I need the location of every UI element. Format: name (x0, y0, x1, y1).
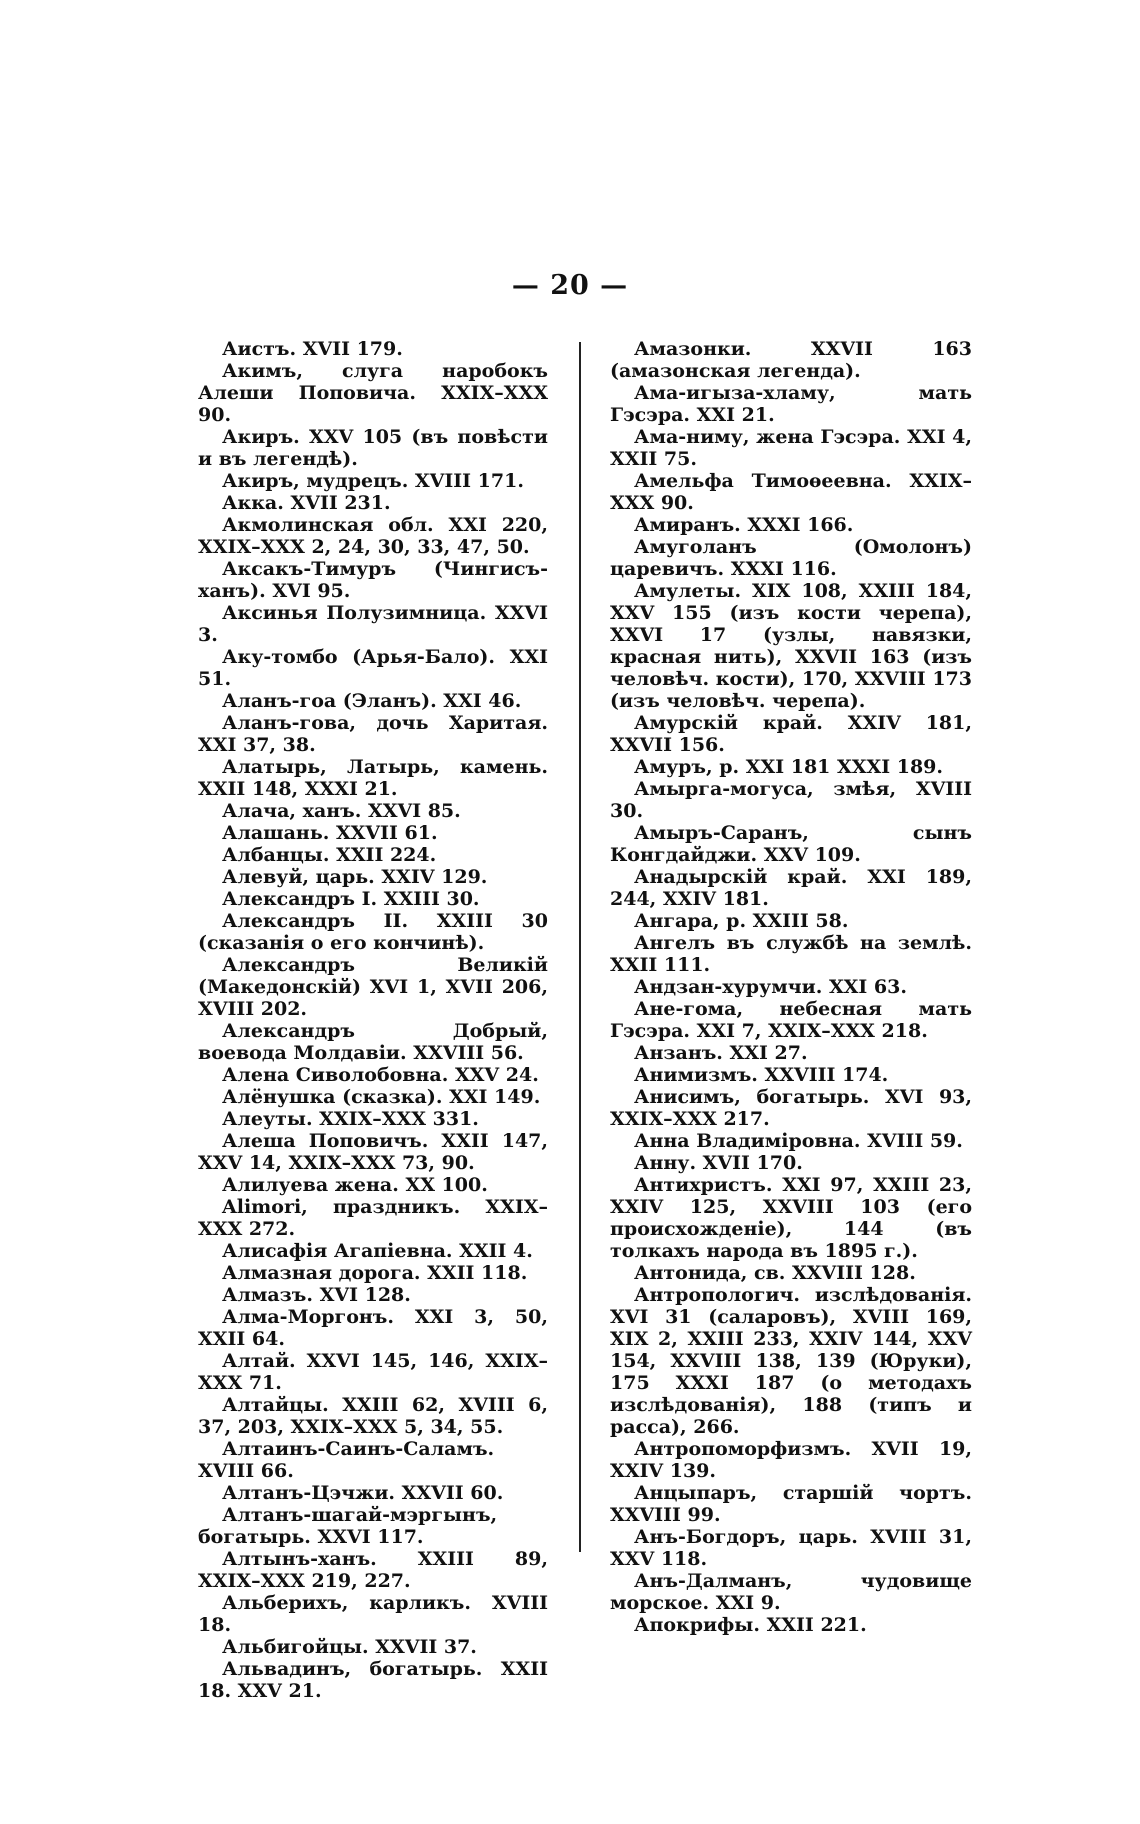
index-entry: Александръ Великій (Македонскій) XVI 1, XVII 206, XVIII 202. (198, 954, 548, 1020)
right-column (610, 338, 972, 1636)
index-entry: Анъ-Далманъ, чудовище морское. XXI 9. (610, 1570, 972, 1614)
index-entry: Алма-Моргонъ. XXI 3, 50, XXII 64. (198, 1306, 548, 1350)
index-entry: Анну. XVII 170. (634, 1152, 803, 1174)
index-entry: Андзан-хурумчи. XXI 63. (634, 976, 907, 998)
index-entry: Анцыпаръ, старшій чортъ. XXVIII 99. (610, 1482, 972, 1526)
index-entry: Акиръ, мудрецъ. XVIII 171. (222, 470, 524, 492)
index-entry: Алтанъ-шагай-мэргынъ, богатырь. XXVI 117. (198, 1504, 498, 1548)
index-entry: Анъ-Богдоръ, царь. XVIII 31, XXV 118. (610, 1526, 972, 1570)
index-entry: Аистъ. XVII 179. (222, 338, 403, 360)
index-entry: Алтынъ-ханъ. XXIII 89, XXIX–XXX 219, 227. (198, 1548, 548, 1592)
index-entry: Амурскій край. XXIV 181, XXVII 156. (610, 712, 972, 756)
index-entry: Аланъ-гоа (Эланъ). XXI 46. (222, 690, 522, 712)
index-entry: Альбигойцы. XXVII 37. (222, 1636, 477, 1658)
index-entry: Аку-томбо (Арья-Бало). XXI 51. (198, 646, 548, 690)
page-number: — 20 — (511, 270, 629, 301)
index-entry: Альвадинъ, богатырь. XXII 18. XXV 21. (198, 1658, 548, 1702)
index-entry: Анадырскій край. XXI 189, 244, XXIV 181. (610, 866, 972, 910)
index-entry: Амазонки. XXVII 163 (амазонская легенда). (610, 338, 972, 382)
index-entry: Аксинья Полузимница. XXVI 3. (198, 602, 548, 646)
index-entry: Акимъ, слуга наробокъ Алеши Поповича. XXIX–XXX 90. (198, 360, 548, 426)
index-entry: Алтай. XXVI 145, 146, XXIX–XXX 71. (198, 1350, 548, 1394)
index-entry: Амуръ, р. XXI 181 XXXI 189. (634, 756, 944, 778)
index-entry: Ама-игыза-хламу, мать Гэсэра. XXI 21. (610, 382, 972, 426)
index-entry: Алеша Поповичъ. XXII 147, XXV 14, XXIX–XXX 73, 90. (198, 1130, 548, 1174)
index-entry: Амыръ-Саранъ, сынъ Конгдайджи. XXV 109. (610, 822, 972, 866)
index-entry: Алевуй, царь. XXIV 129. (222, 866, 488, 888)
index-entry: Амуголанъ (Омолонъ) царевичъ. XXXI 116. (610, 536, 972, 580)
index-entry: Анимизмъ. XXVIII 174. (634, 1064, 889, 1086)
index-entry: Амиранъ. XXXI 166. (634, 514, 854, 536)
index-entry: Акиръ. XXV 105 (въ повѣсти и въ легендѣ). (198, 426, 548, 470)
index-entry: Ама-ниму, жена Гэсэра. XXI 4, XXII 75. (610, 426, 972, 470)
index-entry: Алена Сиволобовна. XXV 24. (222, 1064, 539, 1086)
index-entry: Alimori, праздникъ. XXIX–XXX 272. (198, 1196, 548, 1240)
left-column (198, 338, 548, 1702)
index-entry: Алилуева жена. XX 100. (222, 1174, 488, 1196)
index-entry: Алмазъ. XVI 128. (222, 1284, 411, 1306)
index-entry: Алтаинъ-Саинъ-Саламъ. XVIII 66. (198, 1438, 495, 1482)
index-entry: Акмолинская обл. XXI 220, XXIX–XXX 2, 24, 30, 33, 47, 50. (198, 514, 548, 558)
index-entry: Алашань. XXVII 61. (222, 822, 438, 844)
index-entry: Александръ Добрый, воевода Молдавіи. XXVIII 56. (198, 1020, 548, 1064)
index-entry: Ангелъ въ службѣ на землѣ. XXII 111. (610, 932, 972, 976)
index-entry: Алтайцы. XXIII 62, XVIII 6, 37, 203, XXIX–XXX 5, 34, 55. (198, 1394, 548, 1438)
index-entry: Акка. XVII 231. (222, 492, 391, 514)
index-entry: Антихристъ. XXI 97, XXIII 23, XXIV 125, XXVIII 103 (его происхожденіе), 144 (въ толкахъ народа въ 1895 г.). (610, 1174, 972, 1262)
index-entry: Алёнушка (сказка). XXI 149. (222, 1086, 541, 1108)
index-entry: Александръ I. XXIII 30. (222, 888, 480, 910)
index-entry: Антонида, св. XXVIII 128. (634, 1262, 916, 1284)
index-entry: Алисафія Агапіевна. XXII 4. (222, 1240, 533, 1262)
index-entry: Алача, ханъ. XXVI 85. (222, 800, 461, 822)
index-entry: Амулеты. XIX 108, XXIII 184, XXV 155 (изъ кости черепа), XXVI 17 (узлы, навязки, красная нить), XXVII 163 (изъ человѣч. кости), 170, XXVIII 173 (изъ человѣч. черепа). (610, 580, 972, 712)
index-entry: Анзанъ. XXI 27. (634, 1042, 808, 1064)
index-entry: Александръ II. XXIII 30 (сказанія о его кончинѣ). (198, 910, 548, 954)
index-entry: Апокрифы. XXII 221. (634, 1614, 867, 1636)
index-entry: Аланъ-гова, дочь Харитая. XXI 37, 38. (198, 712, 548, 756)
index-entry: Аксакъ-Тимуръ (Чингисъ-ханъ). XVI 95. (198, 558, 548, 602)
index-entry: Албанцы. XXII 224. (222, 844, 437, 866)
index-entry: Алтанъ-Цэчжи. XXVII 60. (222, 1482, 504, 1504)
index-entry: Амырга-могуса, змѣя, XVIII 30. (610, 778, 972, 822)
index-entry: Антропоморфизмъ. XVII 19, XXIV 139. (610, 1438, 972, 1482)
index-entry: Алатырь, Латырь, камень. XXII 148, XXXI 21. (198, 756, 548, 800)
index-entry: Альберихъ, карликъ. XVIII 18. (198, 1592, 548, 1636)
index-entry: Амельфа Тимоѳеевна. XXIX–XXX 90. (610, 470, 972, 514)
index-entry: Ангара, р. XXIII 58. (634, 910, 849, 932)
index-entry: Ане-гома, небесная мать Гэсэра. XXI 7, XXIX–XXX 218. (610, 998, 972, 1042)
index-entry: Анисимъ, богатырь. XVI 93, XXIX–XXX 217. (610, 1086, 972, 1130)
index-entry: Алеуты. XXIX–XXX 331. (222, 1108, 479, 1130)
index-entry: Антропологич. изслѣдованія. XVI 31 (саларовъ), XVIII 169, XIX 2, XXIII 233, XXIV 144, XXV 154, XXVIII 138, 139 (Юруки), 175 XXXI 187 (о методахъ изслѣдованія), 188 (типъ и расса), 266. (610, 1284, 972, 1438)
index-entry: Анна Владиміровна. XVIII 59. (634, 1130, 963, 1152)
index-entry: Алмазная дорога. XXII 118. (222, 1262, 528, 1284)
column-divider (579, 342, 581, 1552)
